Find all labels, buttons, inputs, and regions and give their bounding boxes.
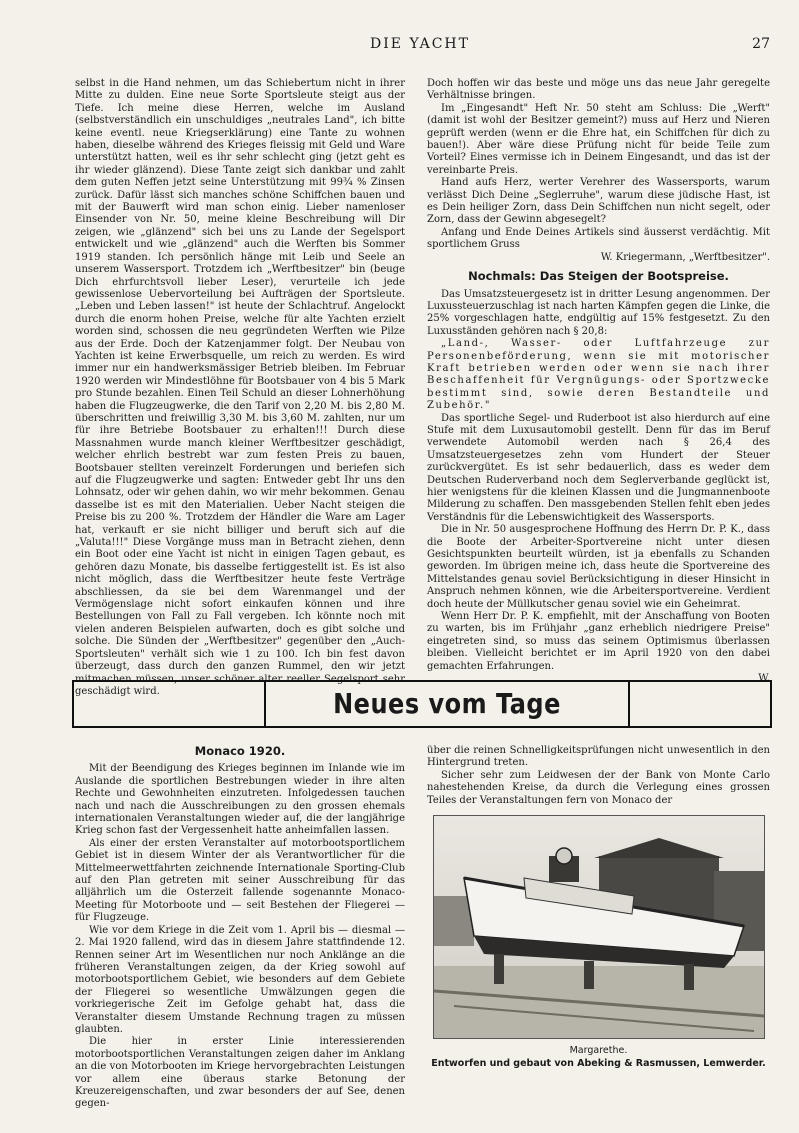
paragraph: Das Umsatzsteuergesetz ist in dritter Lesung angenommen. Der Luxussteuerzuschlag ist nach harten Kämpfen gegen die Linke, die 25% vorgeschlagen hatte, endgültig auf 15% festgesetzt. Zu den Luxusständen gehören nach § 20,8: [427,288,770,337]
paragraph: Sicher sehr zum Leidwesen der der Bank von Monte Carlo nahestehenden Kreise, da durch die Verlegung eines grossen Teiles der Veranstaltungen fern von Monaco der [427,769,770,806]
masthead: DIE YACHT [370,36,470,52]
paragraph: Wie vor dem Kriege in die Zeit vom 1. April bis — diesmal — 2. Mai 1920 fallend, wird das in diesem Jahre stattfindende 12. Rennen seiner Art im Wesentlichen nur noch Anklänge an die früheren Veranstaltungen zeigen, da der Krieg sowohl auf motorbootsportlichem Gebiet, wie besonders auf dem Gebiete der Fliegerei so wesentliche Umwälzungen gegen die vorkriegerische Zeit im Gefolge gehabt hat, dass die Veranstalter diesem Umstande Rechnung tragen zu müssen glaubten. [75,924,405,1035]
paragraph: Als einer der ersten Veranstalter auf motorbootsportlichem Gebiet ist in diesem Winter der als Verantwortlicher für die Mittelmeerwettfahrten zeichnende Internationale Sporting-Club auf den Plan getreten mit seiner Ausschreibung für das alljährlich um die Osterzeit fallende sogenannte Monaco-Meeting für Motorboote und — seit Bestehen der Fliegerei — für Flugzeuge. [75,837,405,924]
banner-title-box [264,680,630,728]
quoted-law-text: „Land-, Wasser- oder Luftfahrzeuge zur Personenbeförderung, wenn sie mit motorischer Kraft betrieben werden oder wenn sie nach ihrer Beschaffenheit für Vergnügungs- oder Sportzwecke bestimmt sind, sowie deren Bestandteile und Zubehör." [427,338,770,412]
page-number: 27 [752,36,770,52]
section-signature: W. [758,673,770,685]
article-title: Monaco 1920. [194,744,286,758]
column-1 [75,78,405,697]
page-header [70,36,770,58]
paragraph: Mit der Beendigung des Krieges beginnen im Inlande wie im Auslande die sportlichen Bestrebungen wieder in ihre alten Rechte und Gewohnheiten einzutreten. Infolgedessen tauchen nach und nach die Ausschreibungen zu den grossen ehemals internationalen Veranstaltungen wieder auf, die der langjährige Krieg schon fast der Vergessenheit hatte anheimfallen lassen. [75,763,405,837]
paragraph: Die hier in erster Linie interessierenden motorbootsportlichen Veranstaltungen zeigen daher im Anklang an die von Motorbooten im Kriege hervorgebrachten Leistungen vor allem eine überaus starke Betonung der Kreuzereigenschaften, und zwar besonders der auf See, denen gegen- [75,1036,405,1110]
paragraph: Wenn Herr Dr. P. K. empfiehlt, mit der Anschaffung von Booten zu warten, bis im Frühjahr „ganz erheblich niedrigere Preise" eingetreten sind, so muss das seinem Optimismus überlassen bleiben. Vielleicht berichtet er im April 1920 von den dabei gemachten Erfahrungen. [427,611,770,672]
section-heading: Nochmals: Das Steigen der Bootspreise. [468,269,729,284]
paragraph: über die reinen Schnelligkeitsprüfungen nicht unwesentlich in den Hintergrund treten. [427,745,770,769]
figure-caption [427,1044,770,1070]
letter-signature: W. Kriegermann, „Werftbesitzer". [600,251,770,263]
caption-boat-name: Margarethe. [569,1045,628,1056]
paragraph: selbst in die Hand nehmen, um das Schiebertum nicht in ihrer Mitte zu dulden. Eine neue Sorte Sportsleute steigt aus der Tiefe. Ich meine diese Herren, welche im Ausland (selbstverständlich ein unschuldiges „neutrales Land", ich bitte keine eventl. neue Kriegserklärung) eine Tante zu wohnen haben, dieselbe während des Krieges fleissig mit Geld und Ware unterstützt hatten, weil es ihr sehr schlecht ging (jetzt geht es ihr wieder glänzend). Diese Tante zeigt sich dankbar und zahlt dem guten Neffen jetzt seine Unterstützung mit 99¾ % Zinsen zurück. Dafür lässt sich manches schöne Schiffchen bauen und mit der Bauwerft wird man schon einig. Lieber namenloser Einsender von Nr. 50, meine kleine Beschreibung will Dir zeigen, wie „glänzend" sich bei uns zu Lande der Segelsport entwickelt und wie „glänzend" auch die Werften bis Sommer 1919 standen. Ich persönlich hänge mit Leib und Seele an unserem Wassersport. Trotzdem ich „Werftbesitzer" bin (beuge Dich ehrfurchtsvoll lieber Leser), verurteile ich jede gewissenlose Uebervorteilung bei Aufträgen der Sportsleute. „Leben und Leben lassen!" ist heute der Schlachtruf. Angelockt durch die enorm hohen Preise, welche für alte Yachten erzielt worden sind, schossen die neu gegründeten Werften wie Pilze aus der Erde. Doch der Katzenjammer folgt. Der Neubau von Yachten ist keine Erwerbsquelle, um reich zu werden. Es wird immer nur ein handwerksmässiger Betrieb bleiben. Im Februar 1920 werden wir Mindestlöhne für Bootsbauer von 4 bis 5 Mark pro Stunde bezahlen. Einen Teil Schuld an dieser Lohnerhöhung haben die Flugzeugwerke, die den Tarif von 2,20 M. bis 2,80 M. überschritten und freiwillig 3,30 M. bis 3,60 M. zahlten, nur um für ihre Betriebe Bootsbauer zu erhalten!!! Durch diese Massnahmen wurde manch kleiner Werftbesitzer geschädigt, welcher ehrlich bestrebt war zum festen Preis zu bauen, Bootsbauer stellten vereinzelt Forderungen und beriefen sich auf die Flugzeugwerke und sagten: Entweder gebt Ihr uns den Lohnsatz, oder wir gehen dahin, wo wir mehr bekommen. Genau dasselbe ist es mit den Materialien. Ueber Nacht steigen die Preise bis zu 200 %. Trotzdem der Händler die Ware am Lager hat, verkauft er sie nicht billiger und beruft sich auf die „Valuta!!!" Diese Vorgänge muss man in Betracht ziehen, denn ein Boot oder eine Yacht ist nicht in einigen Tagen gebaut, es gehören dazu Monate, bis dasselbe fertiggestellt ist. Es ist also nicht möglich, dass die Werftbesitzer heute feste Verträge abschliessen, da sie bei dem Warenmangel und der Vermögenslage nicht sofort einkaufen können und ihre Bestellungen von Fall zu Fall vergeben. Ich könnte noch mit vielen anderen Beispielen aufwarten, doch es gibt solche und solche. Die Sünden der „Werftbesitzer" gegenüber den „Auch-Sportsleuten" verhält sich wie 1 zu 100. Ich bin fest davon überzeugt, dass durch den ganzen Rummel, den wir jetzt mitmachen müssen, unser schöner alter reeller Segelsport sehr geschädigt wird. [75,78,405,697]
motorboat-image [434,816,764,1038]
paragraph: Doch hoffen wir das beste und möge uns das neue Jahr geregelte Verhältnisse bringen. [427,78,770,102]
column-3 [75,744,405,1110]
banner-title: Neues vom Tage [333,687,561,721]
paragraph: Das sportliche Segel- und Ruderboot ist also hierdurch auf eine Stufe mit dem Luxusautomobil gestellt. Denn für das im Beruf verwendete Automobil werden nach § 26,4 des Umsatzsteuergesetzes zehn vom Hundert der Steuer zurückvergütet. Es ist sehr bedauerlich, dass es weder dem Deutschen Ruderverband noch dem Seglerverbande geglückt ist, hier wenigstens für die kleinen Klassen und die Jungmannenboote Milderung zu schaffen. Den massgebenden Stellen fehlt eben jedes Verständnis für die Lebenswichtigkeit des Wassersports. [427,412,770,523]
paragraph: Anfang und Ende Deines Artikels sind äusserst verdächtig. Mit sportlichem Gruss [427,226,770,251]
paragraph: Die in Nr. 50 ausgesprochene Hoffnung des Herrn Dr. P. K., dass die Boote der Arbeiter-Sportvereine nicht unter diesen Gesichtspunkten beurteilt würden, ist ja ebenfalls zu Schanden geworden. Im übrigen meine ich, dass heute die Sportvereine des Mittelstandes genau soviel Berücksichtigung in dieser Hinsicht in Anspruch nehmen können, wie die Arbeitersportvereine. Verdient doch heute der Müllkutscher genau soviel wie ein Geheimrat. [427,524,770,610]
paragraph: Im „Eingesandt" Heft Nr. 50 steht am Schluss: Die „Werft" (damit ist wohl der Besitzer gemeint?) muss auf Herz und Nieren geprüft werden (wenn er die Ehre hat, ein Schiffchen für dich zu bauen!). Aber wäre diese Prüfung nicht für beide Teile zum Vorteil? Eines vermisse ich in Deinem Eingesandt, und das ist der vereinbarte Preis. [427,102,770,176]
boat-photo [433,815,765,1039]
section-banner [72,680,772,728]
column-4 [427,745,770,805]
caption-credit: Entworfen und gebaut von Abeking & Rasmussen, Lemwerder. [431,1058,766,1069]
column-2 [427,78,770,690]
paragraph: Hand aufs Herz, werter Verehrer des Wassersports, warum verlässt Dich Deine „Seglerruhe", warum diese jüdische Hast, ist es Dein heiliger Zorn, dass Dein Schiffchen nun nicht segelt, oder Zorn, dass der Gewinn abgesegelt? [427,177,770,226]
